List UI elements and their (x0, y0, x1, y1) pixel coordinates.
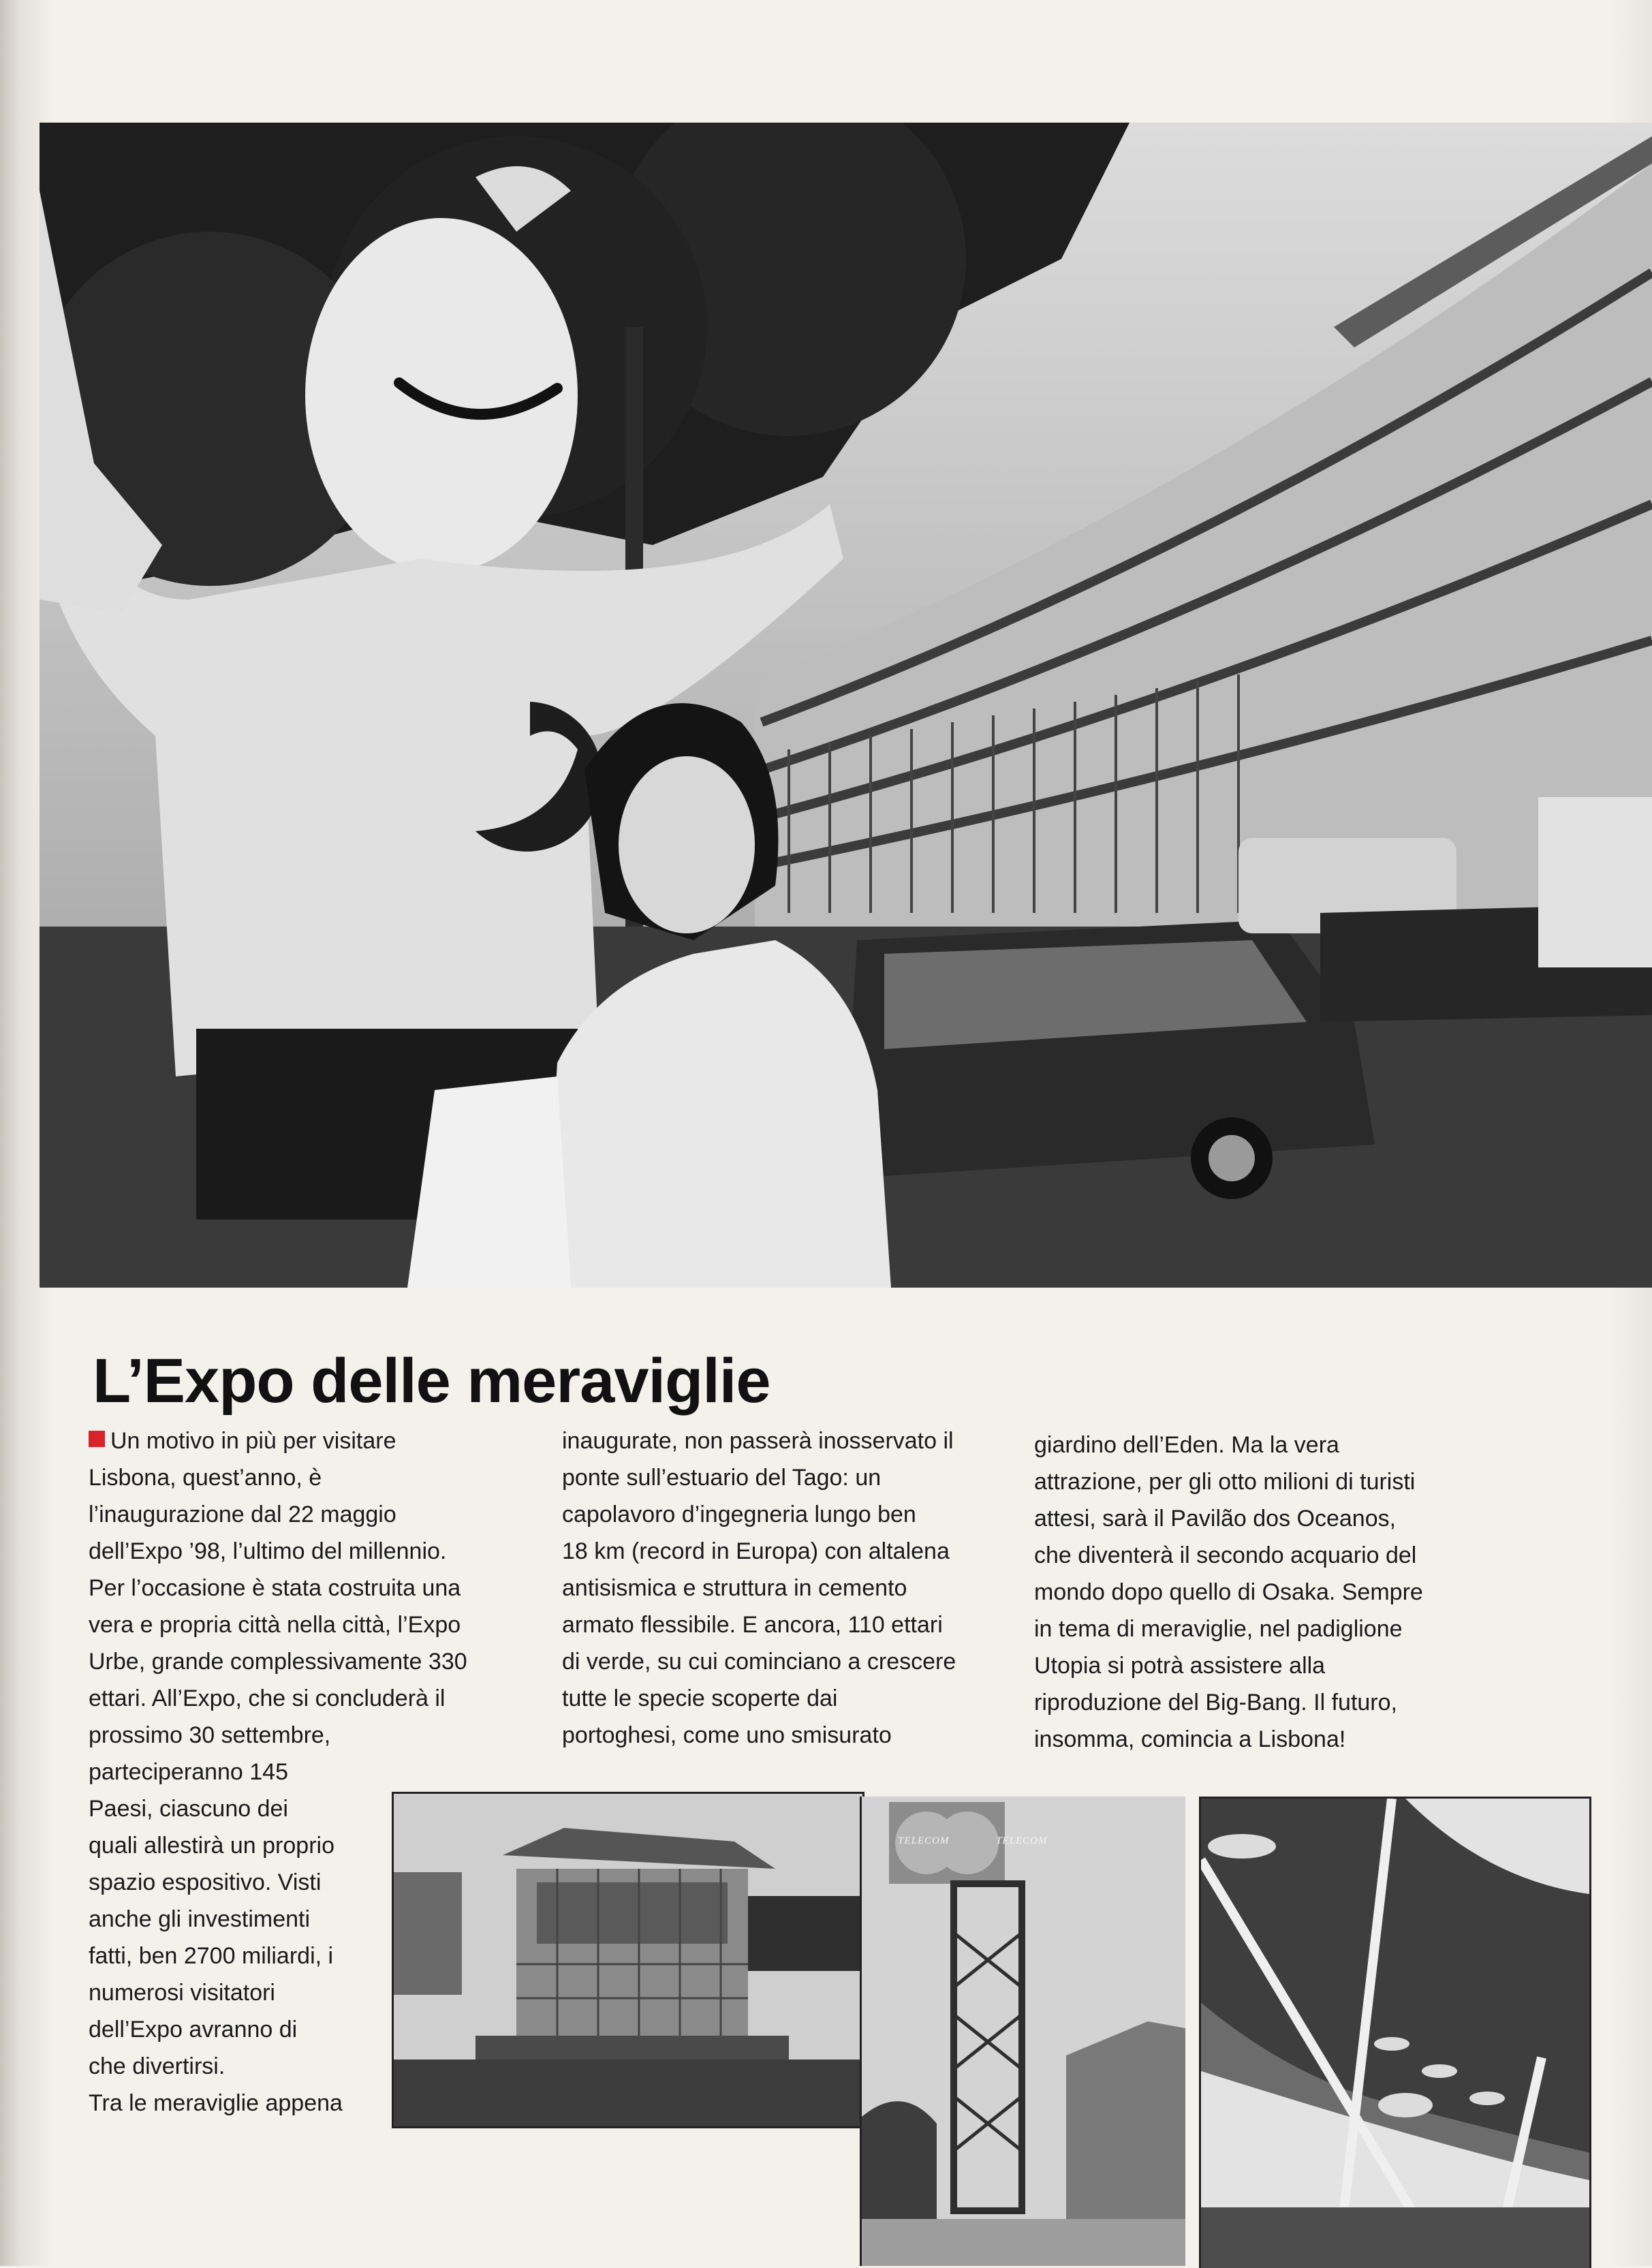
text-line: in tema di meraviglie, nel padiglione (1034, 1616, 1403, 1642)
text-line: prossimo 30 settembre, (89, 1722, 331, 1748)
text-line: di verde, su cui cominciano a crescere (562, 1649, 956, 1675)
text-line: 18 km (record in Europa) con altalena (562, 1538, 950, 1564)
text-line: Utopia si potrà assistere alla (1034, 1653, 1326, 1679)
article-column-2 (562, 1423, 956, 1754)
tower-sign-left: TELECOM (898, 1835, 950, 1846)
text-line: Tra le meraviglie appena (89, 2090, 343, 2116)
text-line: Paesi, ciascuno dei (89, 1796, 288, 1822)
text-line: quali allestirà un proprio (89, 1833, 334, 1859)
article-title: L’Expo delle meraviglie (93, 1346, 770, 1416)
text-line: dell’Expo avranno di (89, 2017, 298, 2042)
text-line: numerosi visitatori (89, 1980, 275, 2006)
text-line: Urbe, grande complessivamente 330 (89, 1649, 467, 1675)
text-line: anche gli investimenti (89, 1906, 311, 1932)
text-line: inaugurate, non passerà inosservato il (562, 1428, 954, 1454)
text-line: attesi, sarà il Pavilão dos Oceanos, (1034, 1506, 1397, 1532)
text-line: parteciperanno 145 (89, 1759, 289, 1785)
text-line: Lisbona, quest’anno, è (89, 1465, 322, 1491)
telecom-tower-photo (860, 1797, 1185, 2266)
text-line: tutte le specie scoperte dai (562, 1686, 838, 1711)
text-line: riproduzione del Big-Bang. Il futuro, (1034, 1690, 1397, 1715)
text-line: spazio espositivo. Visti (89, 1869, 322, 1895)
text-line: attrazione, per gli otto milioni di turisti (1034, 1469, 1416, 1495)
text-line: antisismica e struttura in cemento (562, 1575, 907, 1601)
text-line: mondo dopo quello di Osaka. Sempre (1034, 1579, 1423, 1605)
article-column-3 (1034, 1427, 1423, 1758)
text-line: dell’Expo ’98, l’ultimo del millennio. (89, 1538, 447, 1564)
text-line: portoghesi, come uno smisurato (562, 1722, 892, 1748)
text-line: che diventerà il secondo acquario del (1034, 1542, 1417, 1568)
red-square-bullet (89, 1431, 105, 1447)
oceanarium-photo (392, 1792, 864, 2128)
tower-sign-right: TELECOM (996, 1835, 1048, 1846)
text-line: giardino dell’Eden. Ma la vera (1034, 1432, 1339, 1458)
text-line: vera e propria città nella città, l’Expo (89, 1612, 461, 1638)
canopy-structure-photo (1199, 1797, 1591, 2268)
hero-photo (40, 123, 1652, 1288)
text-line: Per l’occasione è stata costruita una (89, 1575, 461, 1601)
text-line: Un motivo in più per visitare (89, 1423, 467, 1459)
text-line: insomma, comincia a Lisbona! (1034, 1726, 1346, 1752)
text-line: che divertirsi. (89, 2053, 225, 2079)
text-line: l’inaugurazione dal 22 maggio (89, 1502, 396, 1527)
text-line: ponte sull’estuario del Tago: un (562, 1465, 882, 1491)
text-line: capolavoro d’ingegneria lungo ben (562, 1502, 916, 1527)
tower-sign-caption (898, 1835, 1047, 1847)
text-line: armato flessibile. E ancora, 110 ettari (562, 1612, 943, 1638)
text-line: fatti, ben 2700 miliardi, i (89, 1943, 334, 1969)
text-line: ettari. All’Expo, che si concluderà il (89, 1686, 446, 1711)
